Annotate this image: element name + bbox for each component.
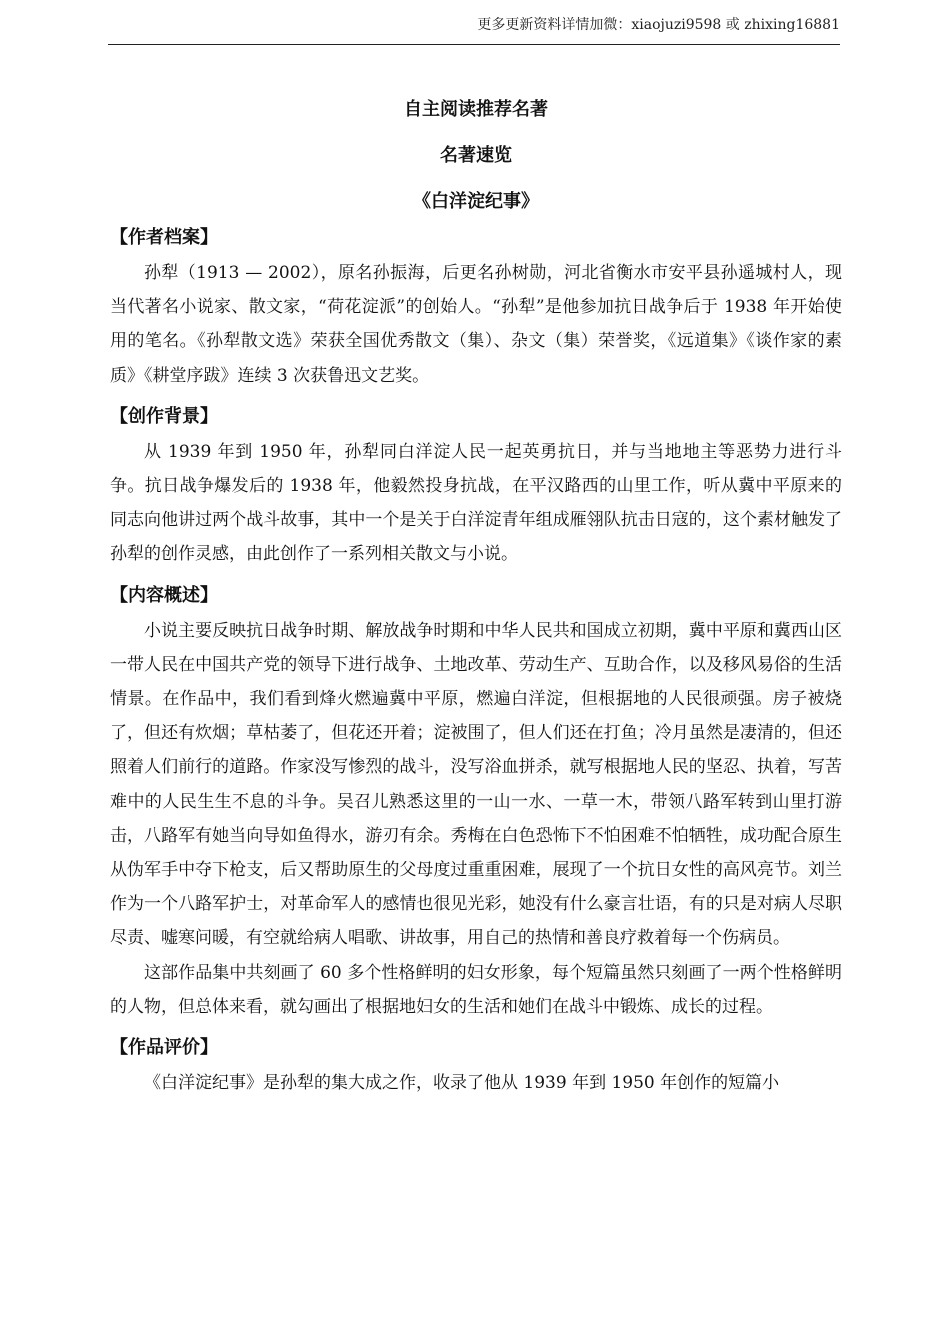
- main-title: 自主阅读推荐名著: [404, 99, 548, 120]
- section-heading-evaluation: 【作品评价】: [110, 1037, 218, 1059]
- header-divider: [108, 44, 840, 45]
- paragraph-summary-1: 小说主要反映抗日战争时期、解放战争时期和中华人民共和国成立初期，冀中平原和冀西山区一带人民在中国共产党的领导下进行战争、土地改革、劳动生产、互助合作，以及移风易俗的生活情景。在作品中，我们看到烽火燃遍冀中平原，燃遍白洋淀，但根据地的人民很顽强。房子被烧了，但还有炊烟；草枯萎了，但花还开着；淀被围了，但人们还在打鱼；冷月虽然是凄清的，但还照着人们前行的道路。作家没写惨烈的战斗，没写浴血拼杀，就写根据地人民的坚忍、执着，写苦难中的人民生生不息的斗争。吴召儿熟悉这里的一山一水、一草一木，带领八路军转到山里打游击，八路军有她当向导如鱼得水，游刃有余。秀梅在白色恐怖下不怕困难不怕牺牲，成功配合原生从伪军手中夺下枪支，后又帮助原生的父母度过重重困难，展现了一个抗日女性的高风亮节。刘兰作为一个八路军护士，对革命军人的感情也很见光彩，她没有什么豪言壮语，有的只是对病人尽职尽责、嘘寒问暖，有空就给病人唱歌、讲故事，用自己的热情和善良疗救着每一个伤病员。: [110, 620, 842, 949]
- paragraph-evaluation: 《白洋淀纪事》是孙犁的集大成之作，收录了他从 1939 年到 1950 年创作的短篇小: [144, 1073, 780, 1094]
- subtitle: 名著速览: [440, 145, 512, 166]
- paragraph-author: 孙犁（1913 — 2002），原名孙振海，后更名孙树勋，河北省衡水市安平县孙遥城村人，现当代著名小说家、散文家，“荷花淀派”的创始人。“孙犁”是他参加抗日战争后于 1938 年开始使用的笔名。《孙犁散文选》荣获全国优秀散文（集）、杂文（集）荣誉奖，《远道集》《谈作家的素质》《耕堂序跋》连续 3 次获鲁迅文艺奖。: [110, 263, 842, 386]
- paragraph-background: 从 1939 年到 1950 年，孙犁同白洋淀人民一起英勇抗日，并与当地地主等恶势力进行斗争。抗日战争爆发后的 1938 年，他毅然投身抗战，在平汉路西的山里工作，听从冀中平原来的同志向他讲过两个战斗故事，其中一个是关于白洋淀青年组成雁翎队抗击日寇的，这个素材触发了孙犁的创作灵感，由此创作了一系列相关散文与小说。: [110, 441, 842, 565]
- section-heading-author: 【作者档案】: [110, 227, 218, 248]
- paragraph-summary-2: 这部作品集中共刻画了 60 多个性格鲜明的妇女形象，每个短篇虽然只刻画了一两个性格鲜明的人物，但总体来看，就勾画出了根据地妇女的生活和她们在战斗中锻炼、成长的过程。: [110, 962, 842, 1017]
- section-heading-summary: 【内容概述】: [110, 584, 218, 606]
- book-title: 《白洋淀纪事》: [413, 191, 539, 212]
- section-heading-background: 【创作背景】: [110, 405, 218, 427]
- document-body: [110, 92, 842, 1100]
- header-note: 更多更新资料详情加微：xiaojuzi9598 或 zhixing16881: [477, 17, 840, 33]
